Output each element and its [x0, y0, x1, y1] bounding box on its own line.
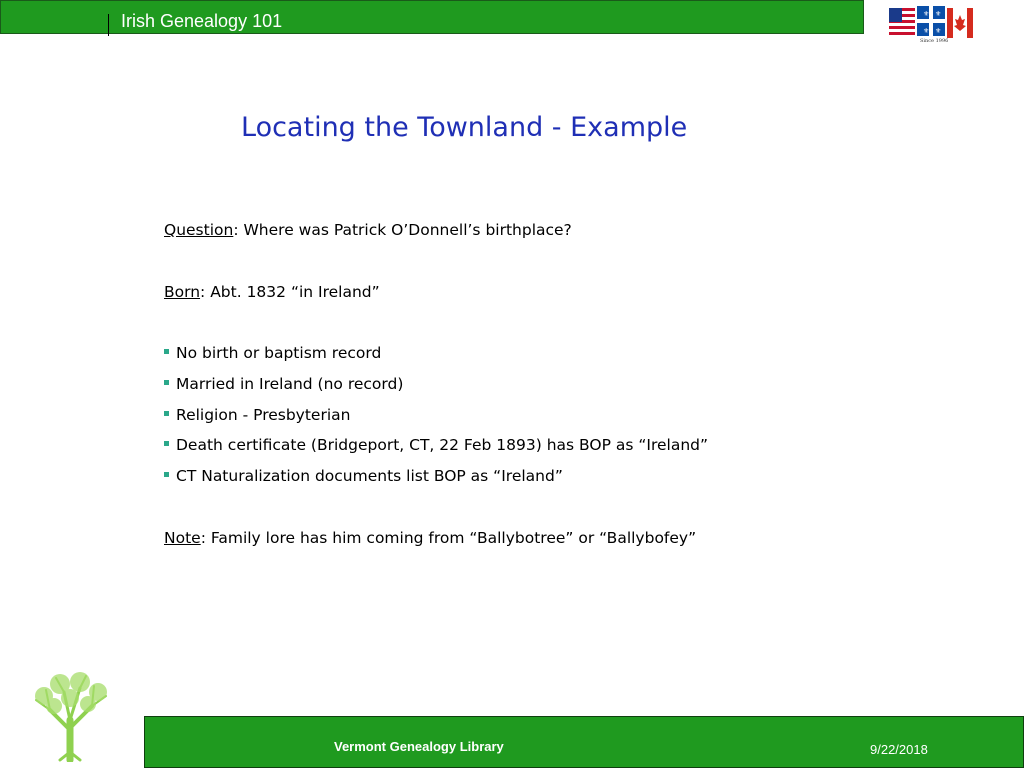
- bullet-square-icon: [164, 349, 169, 354]
- quebec-flag-icon: [917, 6, 945, 36]
- bullet-square-icon: [164, 472, 169, 477]
- born-label: Born: [164, 283, 201, 301]
- svg-text:⚜: ⚜: [935, 10, 942, 18]
- bullet-item: Death certificate (Bridgeport, CT, 22 Feb 1893) has BOP as “Ireland”: [164, 435, 708, 455]
- svg-text:⚜: ⚜: [923, 27, 930, 35]
- note-line: [164, 528, 696, 548]
- note-label: Note: [164, 529, 201, 547]
- svg-text:⚜: ⚜: [935, 27, 942, 35]
- slide-title: Locating the Townland - Example: [241, 112, 688, 143]
- footer-date: 9/22/2018: [870, 742, 928, 757]
- bullet-item: Religion - Presbyterian: [164, 405, 350, 425]
- tree-icon: [24, 670, 116, 762]
- bullet-item: CT Naturalization documents list BOP as “Ireland”: [164, 466, 563, 486]
- question-text: : Where was Patrick O’Donnell’s birthplace?: [233, 221, 572, 239]
- question-line: [164, 220, 572, 240]
- bullet-square-icon: [164, 411, 169, 416]
- logo-caption: Since 1996: [920, 38, 949, 44]
- question-label: Question: [164, 221, 234, 239]
- flags-logo: [887, 4, 977, 44]
- born-text: : Abt. 1832 “in Ireland”: [200, 283, 380, 301]
- footer-library-name: Vermont Genealogy Library: [334, 739, 504, 754]
- svg-text:⚜: ⚜: [923, 10, 930, 18]
- header-title: Irish Genealogy 101: [121, 11, 283, 31]
- header-divider: [108, 14, 109, 36]
- note-text: : Family lore has him coming from “Ballybotree” or “Ballybofey”: [200, 529, 697, 547]
- bullet-square-icon: [164, 380, 169, 385]
- us-flag-icon: [889, 8, 915, 38]
- born-line: [164, 282, 380, 302]
- canada-flag-icon: [947, 8, 973, 38]
- bullet-item: Married in Ireland (no record): [164, 374, 403, 394]
- bullet-item: No birth or baptism record: [164, 343, 381, 363]
- bullet-square-icon: [164, 441, 169, 446]
